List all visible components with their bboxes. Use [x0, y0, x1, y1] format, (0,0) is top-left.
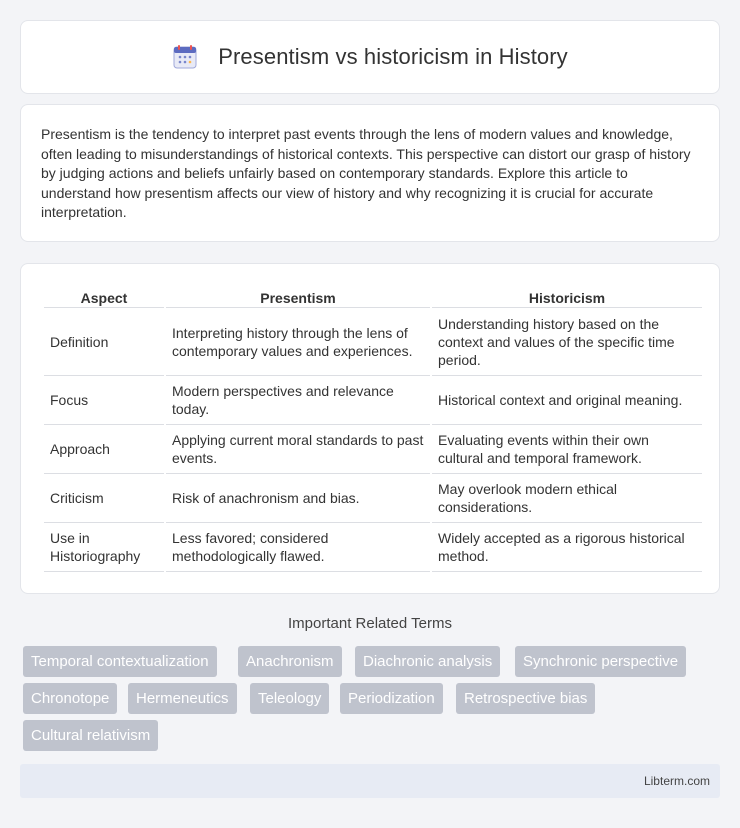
related-term-tag[interactable]: Cultural relativism	[23, 720, 158, 751]
column-header-aspect: Aspect	[44, 284, 164, 308]
table-cell: Evaluating events within their own cultural and temporal framework.	[432, 425, 702, 474]
intro-text: Presentism is the tendency to interpret past events through the lens of modern values and knowledge, often leading to misunderstandings of historical contexts. This perspective can distort our grasp of history by judging actions and beliefs unfairly based on contemporary standards. Explore this article to understand how presentism affects our view of history and why recognizing it is crucial for accurate interpretation.	[41, 126, 691, 220]
page-title: Presentism vs historicism in History	[218, 44, 568, 69]
table-row	[44, 523, 702, 572]
table-cell: Modern perspectives and relevance today.	[166, 376, 430, 425]
related-term-tag[interactable]: Diachronic analysis	[355, 646, 500, 677]
table-cell: Less favored; considered methodologically flawed.	[166, 523, 430, 572]
comparison-table	[42, 284, 704, 572]
calendar-icon	[172, 44, 198, 70]
related-term-tag[interactable]: Teleology	[250, 683, 329, 714]
related-terms-title: Important Related Terms	[288, 615, 452, 632]
table-header-row	[44, 284, 702, 308]
table-cell: Criticism	[44, 474, 164, 523]
related-term-tag[interactable]: Retrospective bias	[456, 683, 595, 714]
table-row	[44, 425, 702, 474]
table-cell: Risk of anachronism and bias.	[166, 474, 430, 523]
column-header-historicism: Historicism	[432, 284, 702, 308]
header-card	[20, 20, 720, 94]
footer-site-link[interactable]: Libterm.com	[643, 774, 710, 788]
table-cell: May overlook modern ethical considerations.	[432, 474, 702, 523]
related-term-tag[interactable]: Hermeneutics	[128, 683, 237, 714]
table-cell: Interpreting history through the lens of contemporary values and experiences.	[166, 308, 430, 376]
table-cell: Understanding history based on the context and values of the specific time period.	[432, 308, 702, 376]
footer	[20, 764, 720, 798]
table-row	[44, 474, 702, 523]
table-cell: Applying current moral standards to past events.	[166, 425, 430, 474]
table-cell: Historical context and original meaning.	[432, 376, 702, 425]
table-cell: Definition	[44, 308, 164, 376]
related-term-tag[interactable]: Anachronism	[238, 646, 342, 677]
table-cell: Widely accepted as a rigorous historical method.	[432, 523, 702, 572]
table-row	[44, 376, 702, 425]
related-term-tag[interactable]: Periodization	[340, 683, 443, 714]
related-term-tag[interactable]: Synchronic perspective	[515, 646, 686, 677]
table-cell: Focus	[44, 376, 164, 425]
table-cell: Approach	[44, 425, 164, 474]
related-term-tag[interactable]: Temporal contextualization	[23, 646, 217, 677]
table-cell: Use in Historiography	[44, 523, 164, 572]
intro-card	[20, 104, 720, 242]
comparison-card	[20, 263, 720, 594]
table-row	[44, 308, 702, 376]
related-term-tag[interactable]: Chronotope	[23, 683, 117, 714]
column-header-presentism: Presentism	[166, 284, 430, 308]
